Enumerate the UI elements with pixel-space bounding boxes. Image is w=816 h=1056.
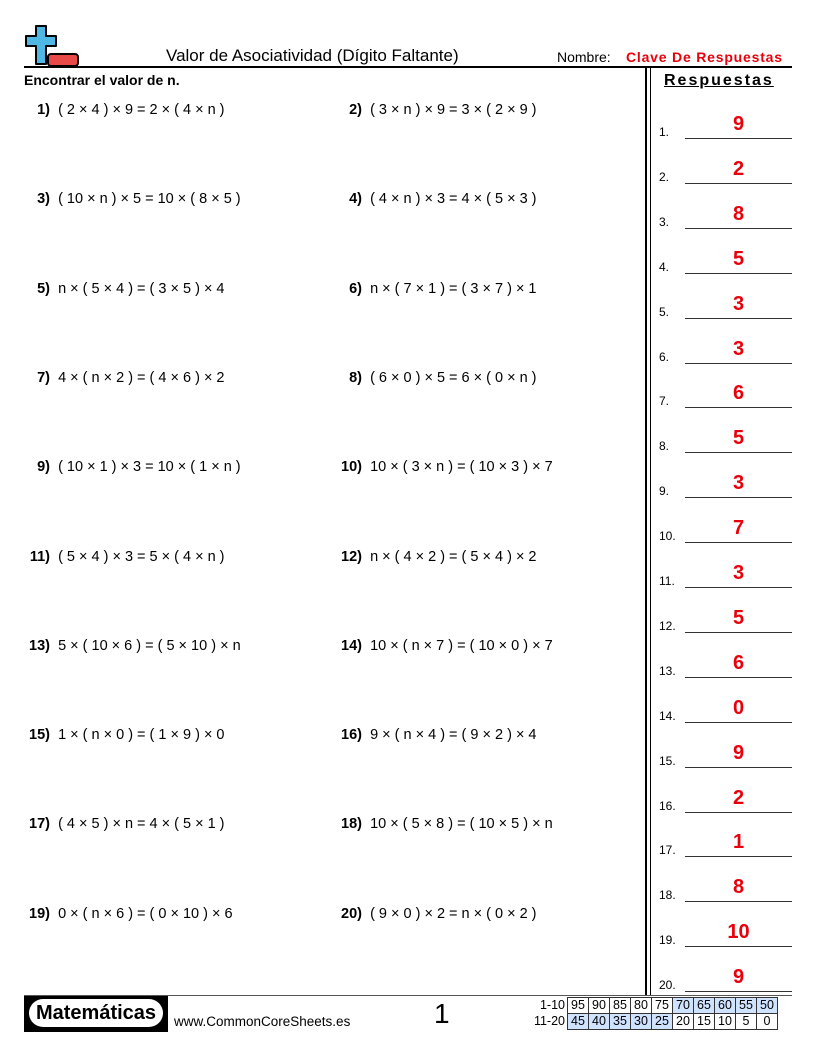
answer-row-14 xyxy=(659,696,792,723)
answer-row-6 xyxy=(659,337,792,364)
problem-expression: 10 × ( n × 7 ) = ( 10 × 0 ) × 7 xyxy=(370,637,553,654)
answer-column-divider xyxy=(645,67,647,995)
answer-label: 3. xyxy=(659,214,670,229)
problem-expression: ( 5 × 4 ) × 3 = 5 × ( 4 × n ) xyxy=(58,548,225,565)
answer-value: 5 xyxy=(732,247,745,270)
problem-17 xyxy=(22,816,225,832)
problem-expression: ( 6 × 0 ) × 5 = 6 × ( 0 × n ) xyxy=(370,369,537,386)
problem-8 xyxy=(334,370,537,386)
problem-expression: 5 × ( 10 × 6 ) = ( 5 × 10 ) × n xyxy=(58,637,241,654)
answer-row-7 xyxy=(659,384,792,408)
answer-line xyxy=(685,363,792,364)
problem-expression: 4 × ( n × 2 ) = ( 4 × 6 ) × 2 xyxy=(58,369,225,386)
site-url: www.CommonCoreSheets.es xyxy=(174,1014,351,1029)
answer-line xyxy=(685,228,792,229)
problem-number: 14) xyxy=(341,637,362,654)
problem-expression: n × ( 7 × 1 ) = ( 3 × 7 ) × 1 xyxy=(370,280,537,297)
score-cell: 60 xyxy=(715,998,736,1014)
problem-expression: n × ( 5 × 4 ) = ( 3 × 5 ) × 4 xyxy=(58,280,225,297)
answer-value: 3 xyxy=(732,337,745,360)
problem-number: 11) xyxy=(29,548,50,565)
problem-3 xyxy=(22,191,241,207)
answer-value: 3 xyxy=(732,472,745,495)
answer-row-8 xyxy=(659,429,792,453)
page-number: 1 xyxy=(434,998,450,1029)
name-value: Clave De Respuestas xyxy=(626,49,783,65)
answer-line xyxy=(685,452,792,453)
problem-2 xyxy=(334,102,537,118)
name-label: Nombre: xyxy=(557,49,611,65)
answer-label: 9. xyxy=(659,484,670,499)
answer-label: 19. xyxy=(659,933,676,948)
answer-line xyxy=(685,901,792,902)
score-cell: 75 xyxy=(652,998,673,1014)
problem-expression: ( 10 × 1 ) × 3 = 10 × ( 1 × n ) xyxy=(58,459,241,476)
answer-row-11 xyxy=(659,564,792,588)
answer-column-divider-inner xyxy=(650,67,651,995)
answer-label: 12. xyxy=(659,618,676,633)
problem-15 xyxy=(22,727,225,743)
worksheet-title: Valor de Asociatividad (Dígito Faltante) xyxy=(166,46,459,65)
answer-label: 14. xyxy=(659,708,676,723)
problem-number: 5) xyxy=(37,280,50,297)
answer-value: 2 xyxy=(732,157,745,180)
answer-row-3 xyxy=(659,202,792,229)
problem-7 xyxy=(22,370,225,386)
problem-expression: ( 9 × 0 ) × 2 = n × ( 0 × 2 ) xyxy=(370,905,537,922)
answer-row-19 xyxy=(659,923,792,947)
answer-line xyxy=(685,946,792,947)
answer-row-9 xyxy=(659,474,792,498)
answer-line xyxy=(685,407,792,408)
problem-13 xyxy=(22,638,241,654)
answer-label: 17. xyxy=(659,843,676,858)
answer-line xyxy=(685,497,792,498)
problem-number: 20) xyxy=(341,905,362,922)
answer-value: 8 xyxy=(732,202,745,225)
answer-label: 20. xyxy=(659,978,676,993)
problem-expression: ( 2 × 4 ) × 9 = 2 × ( 4 × n ) xyxy=(58,102,225,118)
brand-label: Matemáticas xyxy=(29,999,163,1027)
problem-1 xyxy=(22,102,225,118)
answer-value: 5 xyxy=(732,427,745,450)
score-cell: 70 xyxy=(673,998,694,1014)
answer-row-18 xyxy=(659,878,792,902)
answer-line xyxy=(685,542,792,543)
answer-value: 1 xyxy=(732,831,745,854)
problem-number: 8) xyxy=(349,369,362,386)
answer-label: 4. xyxy=(659,259,670,274)
answer-label: 6. xyxy=(659,349,670,364)
answer-label: 10. xyxy=(659,529,676,544)
problem-16 xyxy=(334,727,537,743)
answer-value: 2 xyxy=(732,786,745,809)
answer-value: 6 xyxy=(732,382,745,405)
answer-value: 3 xyxy=(732,292,745,315)
answer-line xyxy=(685,677,792,678)
problem-number: 16) xyxy=(341,727,362,744)
answer-row-10 xyxy=(659,519,792,543)
problem-number: 15) xyxy=(29,727,50,744)
score-cell: 95 xyxy=(568,998,589,1014)
score-cell: 50 xyxy=(757,998,778,1014)
answer-row-16 xyxy=(659,786,792,813)
problem-number: 2) xyxy=(349,102,362,118)
problem-11 xyxy=(22,549,225,565)
answer-line xyxy=(685,856,792,857)
answer-label: 7. xyxy=(659,394,670,409)
problem-4 xyxy=(334,191,537,207)
answer-value: 6 xyxy=(732,651,745,674)
answer-value: 0 xyxy=(732,696,745,719)
score-cell: 45 xyxy=(568,1014,589,1030)
score-cell: 40 xyxy=(589,1014,610,1030)
answer-row-13 xyxy=(659,651,792,678)
score-row-11-20 xyxy=(525,1014,778,1030)
problem-14 xyxy=(334,638,553,654)
problem-expression: n × ( 4 × 2 ) = ( 5 × 4 ) × 2 xyxy=(370,548,537,565)
answer-label: 18. xyxy=(659,888,676,903)
problem-10 xyxy=(334,459,553,475)
answer-row-15 xyxy=(659,741,792,768)
answer-label: 8. xyxy=(659,439,670,454)
problem-number: 4) xyxy=(349,191,362,208)
answer-label: 15. xyxy=(659,753,676,768)
problem-number: 6) xyxy=(349,280,362,297)
answer-row-20 xyxy=(659,968,792,992)
answer-row-5 xyxy=(659,292,792,319)
answer-line xyxy=(685,767,792,768)
problem-expression: ( 4 × 5 ) × n = 4 × ( 5 × 1 ) xyxy=(58,816,225,833)
answer-row-1 xyxy=(659,115,792,139)
score-row-label: 1-10 xyxy=(539,998,565,1012)
score-cell: 25 xyxy=(652,1014,673,1030)
problem-expression: ( 3 × n ) × 9 = 3 × ( 2 × 9 ) xyxy=(370,102,537,118)
problem-number: 7) xyxy=(37,369,50,386)
problem-number: 3) xyxy=(37,191,50,208)
score-cell: 65 xyxy=(694,998,715,1014)
answer-row-2 xyxy=(659,157,792,184)
problem-number: 1) xyxy=(37,102,50,118)
score-row-1-10 xyxy=(525,998,778,1014)
answer-row-17 xyxy=(659,833,792,857)
problem-18 xyxy=(334,816,553,832)
answer-row-12 xyxy=(659,606,792,633)
answer-label: 13. xyxy=(659,663,676,678)
problem-expression: ( 4 × n ) × 3 = 4 × ( 5 × 3 ) xyxy=(370,191,537,208)
problem-number: 9) xyxy=(37,459,50,476)
score-cell: 90 xyxy=(589,998,610,1014)
score-cell: 35 xyxy=(610,1014,631,1030)
problem-9 xyxy=(22,459,241,475)
answer-value: 9 xyxy=(732,966,745,989)
score-cell: 80 xyxy=(631,998,652,1014)
answer-label: 11. xyxy=(659,574,675,588)
score-cell: 20 xyxy=(673,1014,694,1030)
score-cell: 85 xyxy=(610,998,631,1014)
problem-number: 12) xyxy=(341,548,362,565)
problem-number: 13) xyxy=(29,637,50,654)
problem-number: 10) xyxy=(341,459,362,476)
answer-value: 10 xyxy=(727,921,750,944)
problem-6 xyxy=(334,281,537,297)
answer-line xyxy=(685,812,792,813)
problem-expression: 0 × ( n × 6 ) = ( 0 × 10 ) × 6 xyxy=(58,905,233,922)
problem-number: 19) xyxy=(29,905,50,922)
answer-label: 16. xyxy=(659,798,676,813)
problem-expression: 9 × ( n × 4 ) = ( 9 × 2 ) × 4 xyxy=(370,727,537,744)
answer-line xyxy=(685,273,792,274)
score-cell: 10 xyxy=(715,1014,736,1030)
answer-value: 8 xyxy=(732,876,745,899)
answer-value: 9 xyxy=(732,113,745,135)
answer-label: 1. xyxy=(659,125,670,139)
answer-line xyxy=(685,991,792,992)
answer-line xyxy=(685,183,792,184)
score-cell: 15 xyxy=(694,1014,715,1030)
answer-row-4 xyxy=(659,247,792,274)
answer-line xyxy=(685,318,792,319)
answer-line xyxy=(685,632,792,633)
problem-number: 18) xyxy=(341,816,362,833)
problem-5 xyxy=(22,281,225,297)
answer-line xyxy=(685,587,792,588)
score-cell: 30 xyxy=(631,1014,652,1030)
score-table xyxy=(525,997,778,1030)
problem-19 xyxy=(22,906,233,922)
problem-20 xyxy=(334,906,537,922)
answer-value: 3 xyxy=(732,562,745,584)
problem-expression: 10 × ( 5 × 8 ) = ( 10 × 5 ) × n xyxy=(370,816,553,833)
header-divider xyxy=(24,66,792,68)
answer-line xyxy=(685,138,792,139)
instructions: Encontrar el valor de n. xyxy=(24,72,180,88)
score-cell: 55 xyxy=(736,998,757,1014)
score-cell: 5 xyxy=(736,1014,757,1030)
answer-label: 2. xyxy=(659,169,670,184)
score-row-label: 11-20 xyxy=(533,1014,565,1028)
answer-value: 7 xyxy=(732,517,745,540)
answers-title: Respuestas xyxy=(664,72,774,89)
score-cell: 0 xyxy=(757,1014,778,1030)
answer-line xyxy=(685,722,792,723)
problem-expression: 1 × ( n × 0 ) = ( 1 × 9 ) × 0 xyxy=(58,727,225,744)
answer-value: 9 xyxy=(732,741,745,764)
logo-plus-minus-icon xyxy=(24,24,80,68)
problem-12 xyxy=(334,549,537,565)
answer-value: 5 xyxy=(732,606,745,629)
answer-label: 5. xyxy=(659,304,670,319)
problem-expression: ( 10 × n ) × 5 = 10 × ( 8 × 5 ) xyxy=(58,191,241,208)
problem-expression: 10 × ( 3 × n ) = ( 10 × 3 ) × 7 xyxy=(370,459,553,476)
problem-number: 17) xyxy=(29,816,50,833)
